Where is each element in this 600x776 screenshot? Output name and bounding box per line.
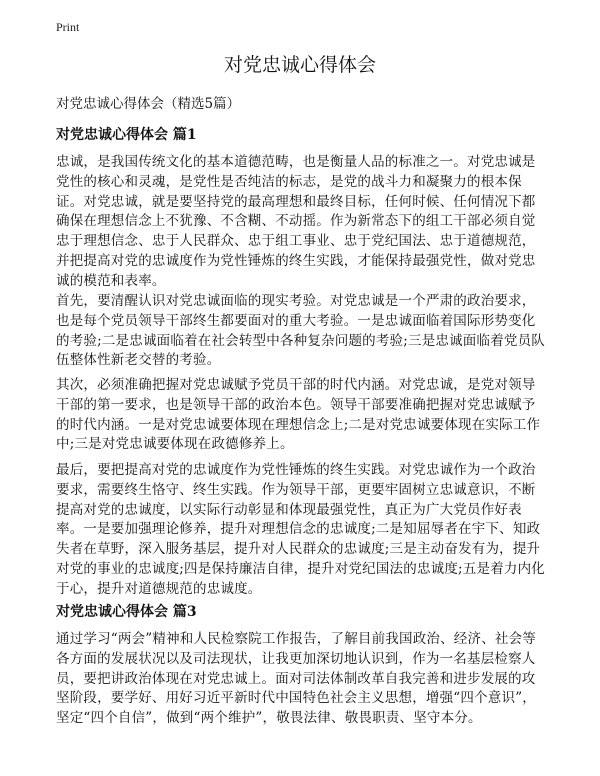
section-heading-3: 对党忠诚心得体会 篇3 <box>56 604 197 620</box>
paragraph: 通过学习“两会”精神和人民检察院工作报告，了解目前我国政治、经济、社会等各方面的发展状况以及司法现状，让我更加深切地认识到，作为一名基层检察人员，要把讲政治体现在对党忠诚上。面对司法体制改革自我完善和进步发展的攻坚阶段，要学好、用好习近平新时代中国特色社会主义思想，增强“四个意识”，坚定“四个自信”，做到“两个维护”，敬畏法律、敬畏职责、坚守本分。 <box>56 631 537 727</box>
paragraph: 最后，要把提高对党的忠诚度作为党性锤炼的终生实践。对党忠诚作为一个政治要求，需要终生恪守、终生实践。作为领导干部，更要牢固树立忠诚意识，不断提高对党的忠诚度，以实际行动彰显和体现最强党性，真正为广大党员作好表率。一是要加强理论修养，提升对理想信念的忠诚度;二是知屈辱者在宇下、知政失者在草野，深入服务基层，提升对人民群众的忠诚度;三是主动奋发有为，提升对党的事业的忠诚度;四是保持廉洁自律，提升对党纪国法的忠诚度;五是着力内化于心，提升对道德规范的忠诚度。 <box>56 462 545 597</box>
paragraph: 其次，必须准确把握对党忠诚赋予党员干部的时代内涵。对党忠诚，是党对领导干部的第一要求，也是领导干部的政治本色。领导干部要准确把握对党忠诚赋予的时代内涵。一是对党忠诚要体现在理想信念上;二是对党忠诚要体现在实际工作中;三是对党忠诚要体现在政德修养上。 <box>56 377 541 453</box>
print-link[interactable]: Print <box>56 20 80 34</box>
paragraph: 首先，要清醒认识对党忠诚面临的现实考验。对党忠诚是一个严肃的政治要求，也是每个党员领导干部终生都要面对的重大考验。一是忠诚面临着国际形势变化的考验;二是忠诚面临着在社会转型中各种复杂问题的考验;三是忠诚面临着党员队伍整体性新老交替的考验。 <box>56 293 545 369</box>
document-subtitle: 对党忠诚心得体会（精选5篇） <box>56 96 241 112</box>
page-title: 对党忠诚心得体会 <box>223 54 376 76</box>
section-heading-1: 对党忠诚心得体会 篇1 <box>56 127 197 143</box>
paragraph: 忠诚，是我国传统文化的基本道德范畴，也是衡量人品的标准之一。对党忠诚是党性的核心和灵魂，是党性是否纯洁的标志，是党的战斗力和凝聚力的根本保证。对党忠诚，就是要坚持党的最高理想和最终目标，任何时候、任何情况下都确保在理想信念上不犹豫、不含糊、不动摇。作为新常态下的组工干部必须自觉忠于理想信念、忠于人民群众、忠于组工事业、忠于党纪国法、忠于道德规范，并把提高对党的忠诚度作为党性锤炼的终生实践，才能保持最强党性，做对党忠诚的模范和表率。 <box>56 154 536 289</box>
